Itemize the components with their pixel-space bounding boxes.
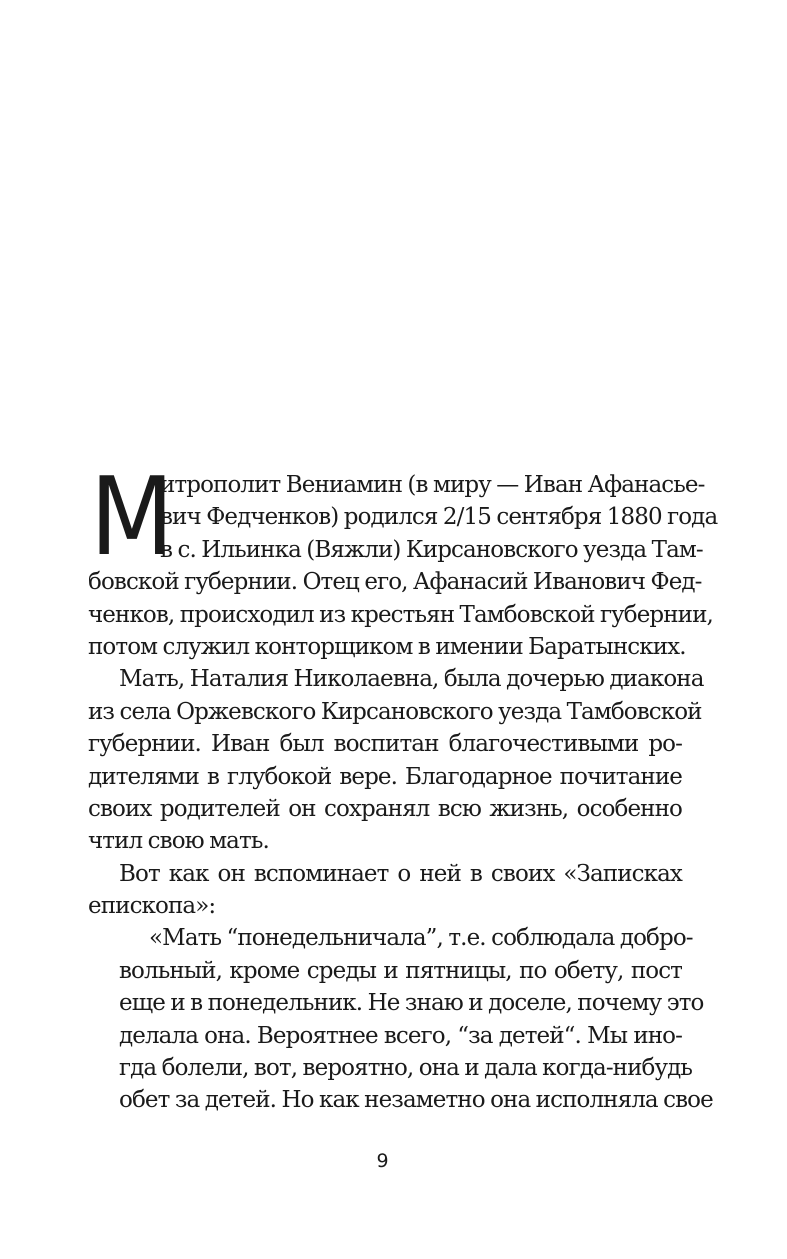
text-line: своих родителей он сохранял всю жизнь, особенно <box>88 795 682 822</box>
block-quote <box>88 922 713 1116</box>
text-line: итрополит Вениамин (в миру — Иван Афанасье- <box>160 472 705 498</box>
text-line: бовской губернии. Отец его, Афанасий Иванович Фед- <box>88 569 702 596</box>
text-line: делала она. Вероятнее всего, “за детей“. Мы ино- <box>119 1022 682 1049</box>
body-text <box>88 455 718 1117</box>
text-line: вич Федченков) родился 2/15 сентября 1880 года <box>160 504 718 531</box>
text-line: из села Оржевского Кирсановского уезда Тамбовской <box>88 698 702 725</box>
text-line: обет за детей. Но как незаметно она исполняла свое <box>119 1087 713 1114</box>
paragraph-1 <box>88 455 718 663</box>
drop-cap: М <box>90 455 174 580</box>
text-line: дителями в глубокой вере. Благодарное почитание <box>88 763 682 790</box>
text-line: губернии. Иван был воспитан благочестивыми ро- <box>88 731 682 758</box>
text-line: Вот как он вспоминает о ней в своих «Записках <box>119 860 682 887</box>
text-line: епископа»: <box>88 893 216 920</box>
text-line: ченков, происходил из крестьян Тамбовской губернии, <box>88 601 713 628</box>
text-line: «Мать “понедельничала”, т.е. соблюдала добро- <box>149 925 693 952</box>
text-line: еще и в понедельник. Не знаю и доселе, почему это <box>119 990 704 1017</box>
text-line: Мать, Наталия Николаевна, была дочерью диакона <box>119 666 704 693</box>
paragraph-2 <box>88 663 704 857</box>
text-line: в с. Ильинка (Вяжли) Кирсановского уезда Там- <box>160 536 703 563</box>
text-line: гда болели, вот, вероятно, она и дала когда-нибудь <box>119 1055 693 1082</box>
paragraph-3 <box>88 858 682 923</box>
page-number: 9 <box>376 1150 389 1172</box>
text-line: потом служил конторщиком в имении Баратынских. <box>88 633 686 660</box>
text-line: вольный, кроме среды и пятницы, по обету, пост <box>119 957 682 984</box>
text-line: чтил свою мать. <box>88 828 269 855</box>
